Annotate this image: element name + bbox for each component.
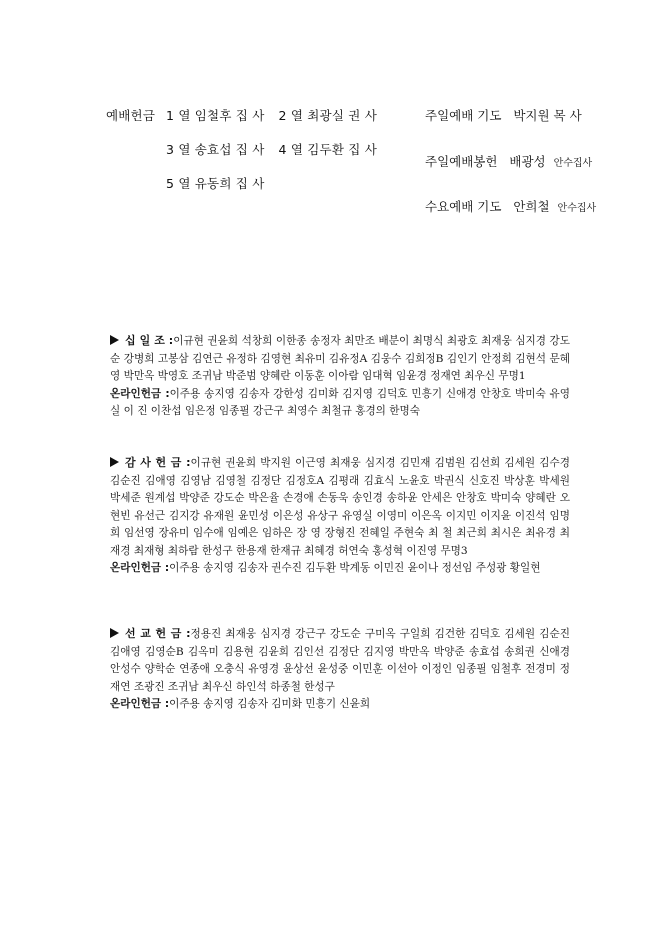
duty-name: 안희철: [513, 199, 550, 214]
triangle-bullet-icon: [110, 335, 119, 345]
mission-names: 정용진 최재웅 심지경 강근구 강도순 구미옥 구일희 김건한 김덕호 김세원 김순진 김애영 김영순B 김옥미 김용현 김윤희 김인선 김정단 김지영 박만옥 박양준 송효섭 송희권 신애경 안성수 양학순 연종애 오충식 유영경 윤상선 윤성중 이민훈 이선아 이정인 임종필 임철후 전경미 정재연 조광진 조귀남 최우신 하인석 하종철 한성구: [110, 628, 570, 693]
triangle-bullet-icon: [110, 628, 119, 638]
thanks-names-block: [110, 454, 570, 560]
thanks-online-names: 이주용 송지영 김송자 권수진 김두환 박계동 이민진 윤이나 정선임 주성광 황일현: [169, 562, 541, 574]
tithe-names: 이규현 권윤희 석창희 이한종 송정자 최만조 배분이 최명식 최광호 최재웅 심지경 강도순 강병희 고봉삼 김연근 유정하 김영현 최유미 김유정A 김웅수 김희정B 김인기 안정희 김현석 문혜영 박만옥 박영호 조귀남 박준범 양혜란 이동훈 이아람 임대혁 임윤경 정재연 최우신 무명1: [110, 335, 571, 382]
duty-sunday-offering: [425, 152, 592, 170]
duty-label: 주일예배봉헌: [425, 154, 498, 169]
offering-row2-second: 4 열 김두환 집 사: [278, 142, 377, 157]
offering-row-2: [166, 140, 377, 158]
offering-label: 예배헌금: [106, 108, 156, 123]
mission-online-names: 이주용 송지영 김송자 김미화 민흥기 신윤희: [169, 698, 371, 710]
offering-row1-second: 2 열 최광실 권 사: [278, 108, 377, 123]
duty-label: 수요예배 기도: [425, 199, 502, 214]
duty-label: 주일예배 기도: [425, 108, 502, 123]
mission-online-block: [110, 696, 570, 714]
tithe-names-block: [110, 332, 570, 386]
mission-names-block: [110, 625, 570, 696]
duty-sunday-prayer: [425, 106, 582, 124]
mission-online-label: 온라인헌금 :: [110, 698, 170, 710]
thanks-heading: 감 사 헌 금 :: [125, 456, 191, 469]
mission-heading: 선 교 헌 금 :: [125, 627, 191, 640]
tithe-heading: 십 일 조 :: [125, 334, 174, 347]
thanks-online-block: [110, 560, 570, 578]
tithe-online-label: 온라인헌금 :: [110, 387, 170, 400]
mission-section: [110, 625, 570, 714]
tithe-online-names: 이주용 송지영 김송자 강한성 김미화 김지영 김덕호 민흥기 신애경 안창호 박미숙 유영실 이 진 이찬섭 임은정 임종필 강근구 최영수 최철규 홍경의 한명숙: [110, 387, 571, 417]
triangle-bullet-icon: [110, 457, 119, 467]
duty-title: 안수집사: [553, 158, 593, 169]
offering-row3-first: 5 열 유동희 집 사: [166, 176, 265, 191]
tithe-section: [110, 332, 570, 421]
tithe-online-block: [110, 386, 570, 421]
duty-title: 안수집사: [557, 203, 597, 214]
offering-row-3: [166, 174, 265, 192]
duty-name: 박지원 목 사: [513, 108, 582, 123]
thanks-section: [110, 454, 570, 578]
offering-row1-first: 1 열 임철후 집 사: [166, 108, 265, 123]
thanks-names: 이규현 권윤희 박지원 이근영 최재웅 심지경 김민재 김범원 김선희 김세원 김수경 김순진 김애영 김영남 김영철 김정단 김정호A 김평래 김효식 노윤호 박권식 신호진 박상훈 박세원 박세준 원계섭 박양준 강도순 박은율 손경애 손동욱 송인경 송하윤 안세은 안창호 박미숙 양혜란 오현빈 유선근 김지강 유재원 윤민성 이은성 유상구 유영실 이영미 이은옥 이지민 이지윤 이진석 임명희 임선영 장유미 임수애 임예은 임하은 장 영 장형진 전혜일 주현숙 최 철 최근희 최시은 최유경 최재경 최재형 최하람 한성구 한용재 한재규 최혜경 허연숙 홍성혁 이진영 무명3: [110, 457, 570, 557]
duty-wednesday-prayer: [425, 197, 596, 215]
duty-name: 배광성: [509, 154, 546, 169]
thanks-online-label: 온라인헌금 :: [110, 562, 170, 574]
offering-row2-first: 3 열 송효섭 집 사: [166, 142, 265, 157]
offering-row-1: [106, 106, 377, 124]
